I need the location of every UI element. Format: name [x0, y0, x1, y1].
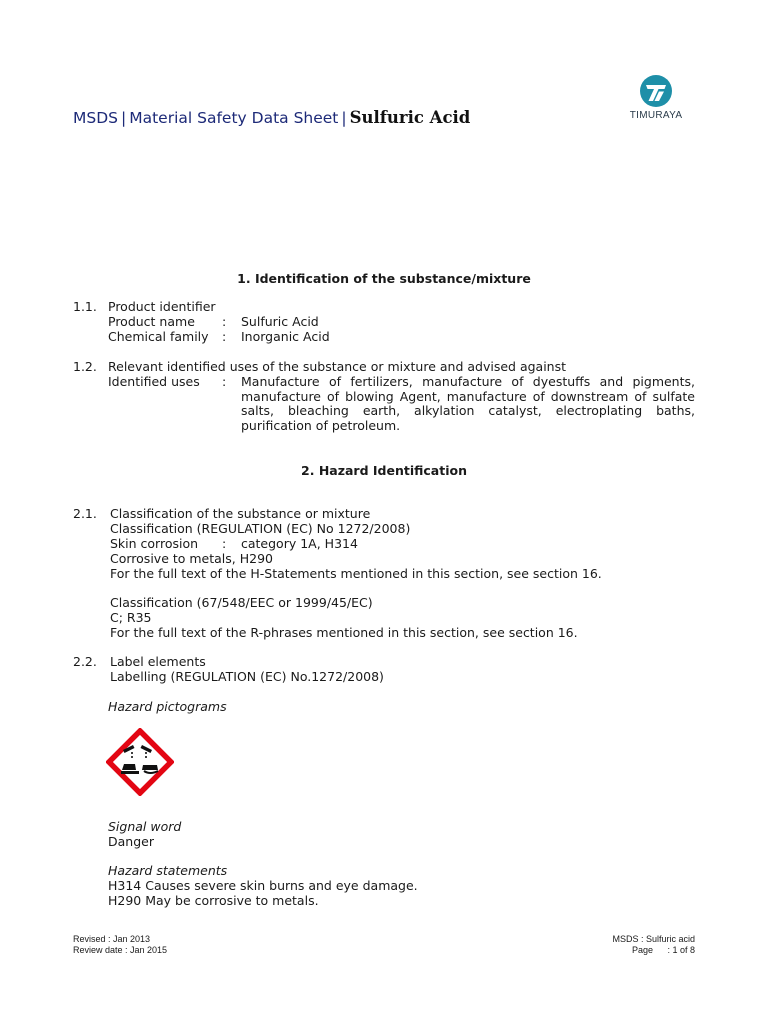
h-statements-note: For the full text of the H-Statements mentioned in this section, see section 16. — [110, 566, 602, 581]
identified-uses-label: Identified uses — [108, 374, 200, 389]
section-2-2-title: Label elements — [110, 654, 206, 669]
substance-name: Sulfuric Acid — [349, 108, 471, 127]
c-r35: C; R35 — [110, 610, 152, 625]
company-name: TIMURAYA — [629, 110, 683, 121]
chemical-family-value: Inorganic Acid — [241, 329, 330, 344]
r-phrases-note: For the full text of the R-phrases mentioned in this section, see section 16. — [110, 625, 578, 640]
product-name-value: Sulfuric Acid — [241, 314, 319, 329]
colon: : — [222, 536, 227, 551]
section-1-heading: 1. Identification of the substance/mixture — [237, 271, 531, 286]
identified-uses-value: Manufacture of fertilizers, manufacture of dyestuffs and pigments, manufacture of blowing Agent, manufacture of downstream of sulfate salts, bleaching earth, alkylation catalyst, electroplating baths, purification of petroleum. — [241, 374, 695, 434]
review-date: Review date : Jan 2015 — [73, 945, 168, 955]
header-separator: | — [341, 109, 347, 127]
signal-word-label: Signal word — [108, 819, 182, 834]
hazard-statements-label: Hazard statements — [108, 863, 228, 878]
section-2-1-number: 2.1. — [73, 506, 97, 521]
ghs05-corrosion-icon — [106, 728, 174, 799]
page-label: Page — [632, 945, 654, 955]
classification-regulation: Classification (REGULATION (EC) No 1272/2008) — [110, 521, 411, 536]
hazard-pictograms-label: Hazard pictograms — [108, 699, 227, 714]
footer-right — [602, 934, 695, 956]
section-2-1-title: Classification of the substance or mixture — [110, 506, 371, 521]
product-name-label: Product name — [108, 314, 195, 329]
corrosive-to-metals: Corrosive to metals, H290 — [110, 551, 273, 566]
revised-date: Revised : Jan 2013 — [73, 934, 151, 944]
skin-corrosion-value: category 1A, H314 — [241, 536, 358, 551]
company-logo — [628, 74, 684, 121]
hazard-statement-h290: H290 May be corrosive to metals. — [108, 893, 319, 908]
page-number — [602, 945, 695, 956]
section-2-heading: 2. Hazard Identification — [301, 463, 467, 478]
colon: : — [222, 314, 227, 329]
document-title: Material Safety Data Sheet — [129, 109, 339, 127]
colon: : — [222, 329, 227, 344]
header-separator: | — [121, 109, 127, 127]
page-value: : 1 of 8 — [667, 945, 695, 955]
document-header — [73, 108, 470, 127]
section-1-1-number: 1.1. — [73, 299, 97, 314]
footer-left — [73, 934, 167, 956]
section-1-1-title: Product identifier — [108, 299, 216, 314]
footer-msds-label: MSDS : Sulfuric acid — [612, 934, 695, 944]
section-1-2-title: Relevant identified uses of the substance or mixture and advised against — [108, 359, 567, 374]
skin-corrosion-label: Skin corrosion — [110, 536, 199, 551]
msds-label: MSDS — [73, 109, 118, 127]
section-1-2-number: 1.2. — [73, 359, 97, 374]
timuraya-t-logo-icon — [639, 74, 673, 108]
section-2-2-number: 2.2. — [73, 654, 97, 669]
signal-word: Danger — [108, 834, 154, 849]
colon: : — [222, 374, 227, 389]
labelling-regulation: Labelling (REGULATION (EC) No.1272/2008) — [110, 669, 384, 684]
chemical-family-label: Chemical family — [108, 329, 209, 344]
classification-eec: Classification (67/548/EEC or 1999/45/EC) — [110, 595, 373, 610]
hazard-statement-h314: H314 Causes severe skin burns and eye damage. — [108, 878, 418, 893]
